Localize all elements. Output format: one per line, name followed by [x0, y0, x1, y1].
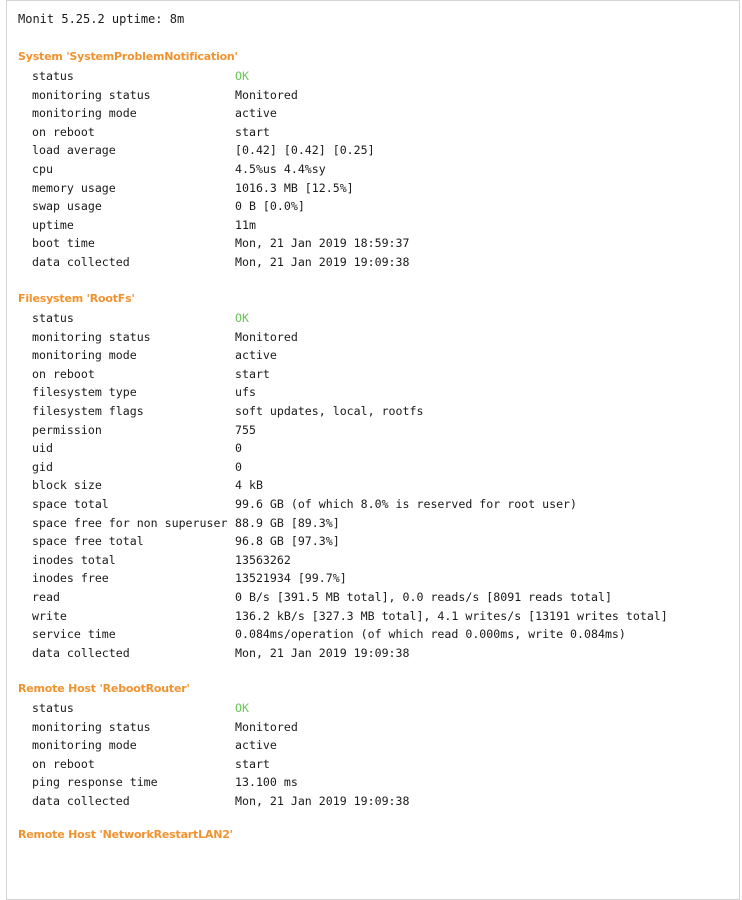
- property-key: monitoring status: [32, 87, 151, 102]
- property-row: [18, 625, 733, 644]
- property-key: uid: [32, 441, 53, 456]
- property-value: 1016.3 MB [12.5%]: [235, 180, 354, 195]
- property-key: monitoring status: [32, 329, 151, 344]
- property-row: [18, 141, 733, 160]
- property-value: 0 B/s [391.5 MB total], 0.0 reads/s [8091 reads total]: [235, 589, 612, 604]
- property-value: 136.2 kB/s [327.3 MB total], 4.1 writes/s [13191 writes total]: [235, 608, 668, 623]
- property-value: start: [235, 366, 270, 381]
- service-section: [18, 826, 733, 845]
- monit-header: Monit 5.25.2 uptime: 8m: [18, 12, 185, 26]
- property-row: [18, 736, 733, 755]
- property-value: Mon, 21 Jan 2019 19:09:38: [235, 793, 410, 808]
- property-row: [18, 234, 733, 253]
- property-row: [18, 160, 733, 179]
- property-row: [18, 439, 733, 458]
- property-value: 99.6 GB (of which 8.0% is reserved for root user): [235, 496, 578, 511]
- property-key: space free for non superuser: [32, 515, 228, 530]
- property-key: memory usage: [32, 180, 116, 195]
- property-value: start: [235, 124, 270, 139]
- property-key: monitoring mode: [32, 348, 137, 363]
- property-row: [18, 569, 733, 588]
- property-key: space free total: [32, 534, 144, 549]
- property-key: read: [32, 589, 60, 604]
- property-key: inodes free: [32, 571, 109, 586]
- property-value: 13563262: [235, 552, 291, 567]
- service-title[interactable]: System 'SystemProblemNotification': [18, 50, 238, 63]
- property-key: write: [32, 608, 67, 623]
- property-row: [18, 495, 733, 514]
- property-row: [18, 383, 733, 402]
- property-value: soft updates, local, rootfs: [235, 403, 424, 418]
- property-row: [18, 773, 733, 792]
- property-row: [18, 532, 733, 551]
- property-value: active: [235, 738, 277, 753]
- property-row: [18, 402, 733, 421]
- property-row: [18, 755, 733, 774]
- service-section: [18, 48, 733, 272]
- property-value: 0: [235, 441, 242, 456]
- service-title[interactable]: Remote Host 'NetworkRestartLAN2': [18, 828, 233, 841]
- property-value: 88.9 GB [89.3%]: [235, 515, 340, 530]
- property-key: status: [32, 701, 74, 715]
- property-value: Mon, 21 Jan 2019 19:09:38: [235, 254, 410, 269]
- status-value: OK: [235, 69, 249, 83]
- property-row: [18, 253, 733, 272]
- property-value: Monitored: [235, 719, 298, 734]
- property-key: space total: [32, 496, 109, 511]
- property-row: [18, 104, 733, 123]
- property-key: on reboot: [32, 756, 95, 771]
- property-value: 0 B [0.0%]: [235, 199, 305, 214]
- property-row: [18, 365, 733, 384]
- property-key: service time: [32, 627, 116, 642]
- property-value: 11m: [235, 217, 256, 232]
- property-value: ufs: [235, 385, 256, 400]
- property-key: block size: [32, 478, 102, 493]
- property-row: [18, 514, 733, 533]
- status-value: OK: [235, 311, 249, 325]
- property-value: 13.100 ms: [235, 775, 298, 790]
- service-section: [18, 680, 733, 811]
- property-value: 4.5%us 4.4%sy: [235, 161, 326, 176]
- property-key: filesystem type: [32, 385, 137, 400]
- property-row: [18, 421, 733, 440]
- property-value: active: [235, 348, 277, 363]
- property-key: uptime: [32, 217, 74, 232]
- property-value: Monitored: [235, 87, 298, 102]
- property-row: [18, 551, 733, 570]
- property-value: 0.084ms/operation (of which read 0.000ms, write 0.084ms): [235, 627, 626, 642]
- property-row: [18, 179, 733, 198]
- property-key: status: [32, 311, 74, 325]
- property-key: on reboot: [32, 124, 95, 139]
- property-row: [18, 644, 733, 663]
- property-value: 4 kB: [235, 478, 263, 493]
- property-row: [18, 607, 733, 626]
- property-key: inodes total: [32, 552, 116, 567]
- property-value: Mon, 21 Jan 2019 19:09:38: [235, 645, 410, 660]
- property-key: data collected: [32, 645, 130, 660]
- property-key: data collected: [32, 254, 130, 269]
- property-value: 0: [235, 459, 242, 474]
- property-key: status: [32, 69, 74, 83]
- property-key: data collected: [32, 793, 130, 808]
- property-key: cpu: [32, 161, 53, 176]
- property-row: [18, 346, 733, 365]
- property-value: 13521934 [99.7%]: [235, 571, 347, 586]
- property-key: permission: [32, 422, 102, 437]
- property-value: [0.42] [0.42] [0.25]: [235, 143, 375, 158]
- service-title[interactable]: Remote Host 'RebootRouter': [18, 682, 190, 695]
- property-row: [18, 328, 733, 347]
- property-value: Mon, 21 Jan 2019 18:59:37: [235, 236, 410, 251]
- property-value: 96.8 GB [97.3%]: [235, 534, 340, 549]
- property-row: [18, 123, 733, 142]
- property-row: [18, 718, 733, 737]
- property-key: gid: [32, 459, 53, 474]
- property-key: monitoring mode: [32, 738, 137, 753]
- property-key: ping response time: [32, 775, 158, 790]
- property-value: start: [235, 756, 270, 771]
- property-row: [18, 86, 733, 105]
- property-key: load average: [32, 143, 116, 158]
- property-key: monitoring status: [32, 719, 151, 734]
- property-key: boot time: [32, 236, 95, 251]
- property-row: [18, 67, 733, 86]
- property-key: filesystem flags: [32, 403, 144, 418]
- property-row: [18, 588, 733, 607]
- property-row: [18, 197, 733, 216]
- property-row: [18, 458, 733, 477]
- property-key: monitoring mode: [32, 106, 137, 121]
- status-value: OK: [235, 701, 249, 715]
- property-row: [18, 476, 733, 495]
- property-row: [18, 699, 733, 718]
- property-key: on reboot: [32, 366, 95, 381]
- property-value: active: [235, 106, 277, 121]
- service-title[interactable]: Filesystem 'RootFs': [18, 292, 135, 305]
- property-row: [18, 792, 733, 811]
- property-row: [18, 216, 733, 235]
- property-key: swap usage: [32, 199, 102, 214]
- service-section: [18, 290, 733, 662]
- property-value: 755: [235, 422, 256, 437]
- property-value: Monitored: [235, 329, 298, 344]
- property-row: [18, 309, 733, 328]
